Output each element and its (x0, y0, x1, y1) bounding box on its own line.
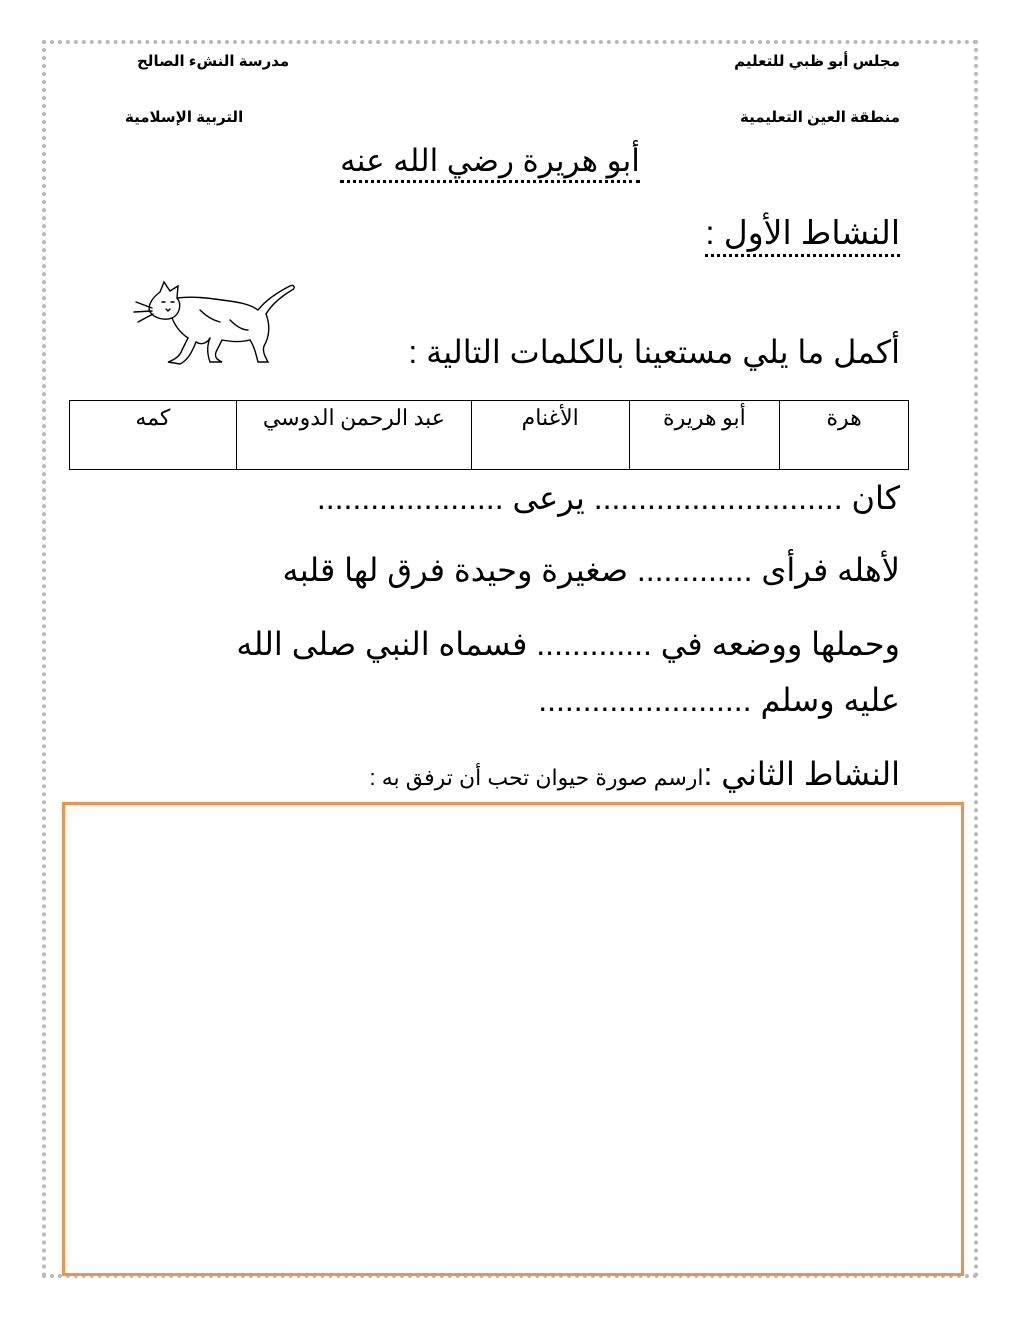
activity1-heading-text: النشاط الأول : (705, 214, 900, 257)
header-zone: منطقة العين التعليمية (740, 109, 900, 126)
activity1-heading (705, 210, 900, 256)
activity2-row (369, 752, 900, 800)
word-bank-cell: هرة (780, 401, 909, 470)
word-bank-cell: أبو هريرة (629, 401, 780, 470)
cat-icon (130, 280, 300, 370)
word-bank-cell: كمه (70, 401, 237, 470)
page-title (300, 140, 680, 182)
fill-line-3: وحملها ووضعه في ............. فسماه النبي صلى الله (236, 626, 900, 662)
fill-line-2: لأهله فرأى ............. صغيرة وحيدة فرق لها قلبه (282, 552, 900, 588)
fill-line-1: كان ............................ يرعى ..................... (316, 480, 900, 516)
fill-line-4: عليه وسلم ........................ (538, 682, 900, 718)
header-council: مجلس أبو ظبي للتعليم (734, 53, 900, 70)
title-text: أبو هريرة رضي الله عنه (340, 143, 640, 183)
activity2-instruction: ارسم صورة حيوان تحب أن ترفق به : (369, 765, 704, 790)
word-bank-cell: عبد الرحمن الدوسي (236, 401, 471, 470)
word-bank-table (69, 400, 909, 470)
word-bank-cell: الأغنام (471, 401, 629, 470)
activity2-heading: النشاط الثاني : (703, 756, 900, 792)
header-subject: التربية الإسلامية (125, 109, 244, 126)
drawing-box[interactable] (62, 802, 964, 1276)
header-school: مدرسة النشء الصالح (137, 53, 290, 70)
activity1-instruction: أكمل ما يلي مستعينا بالكلمات التالية : (408, 334, 900, 370)
